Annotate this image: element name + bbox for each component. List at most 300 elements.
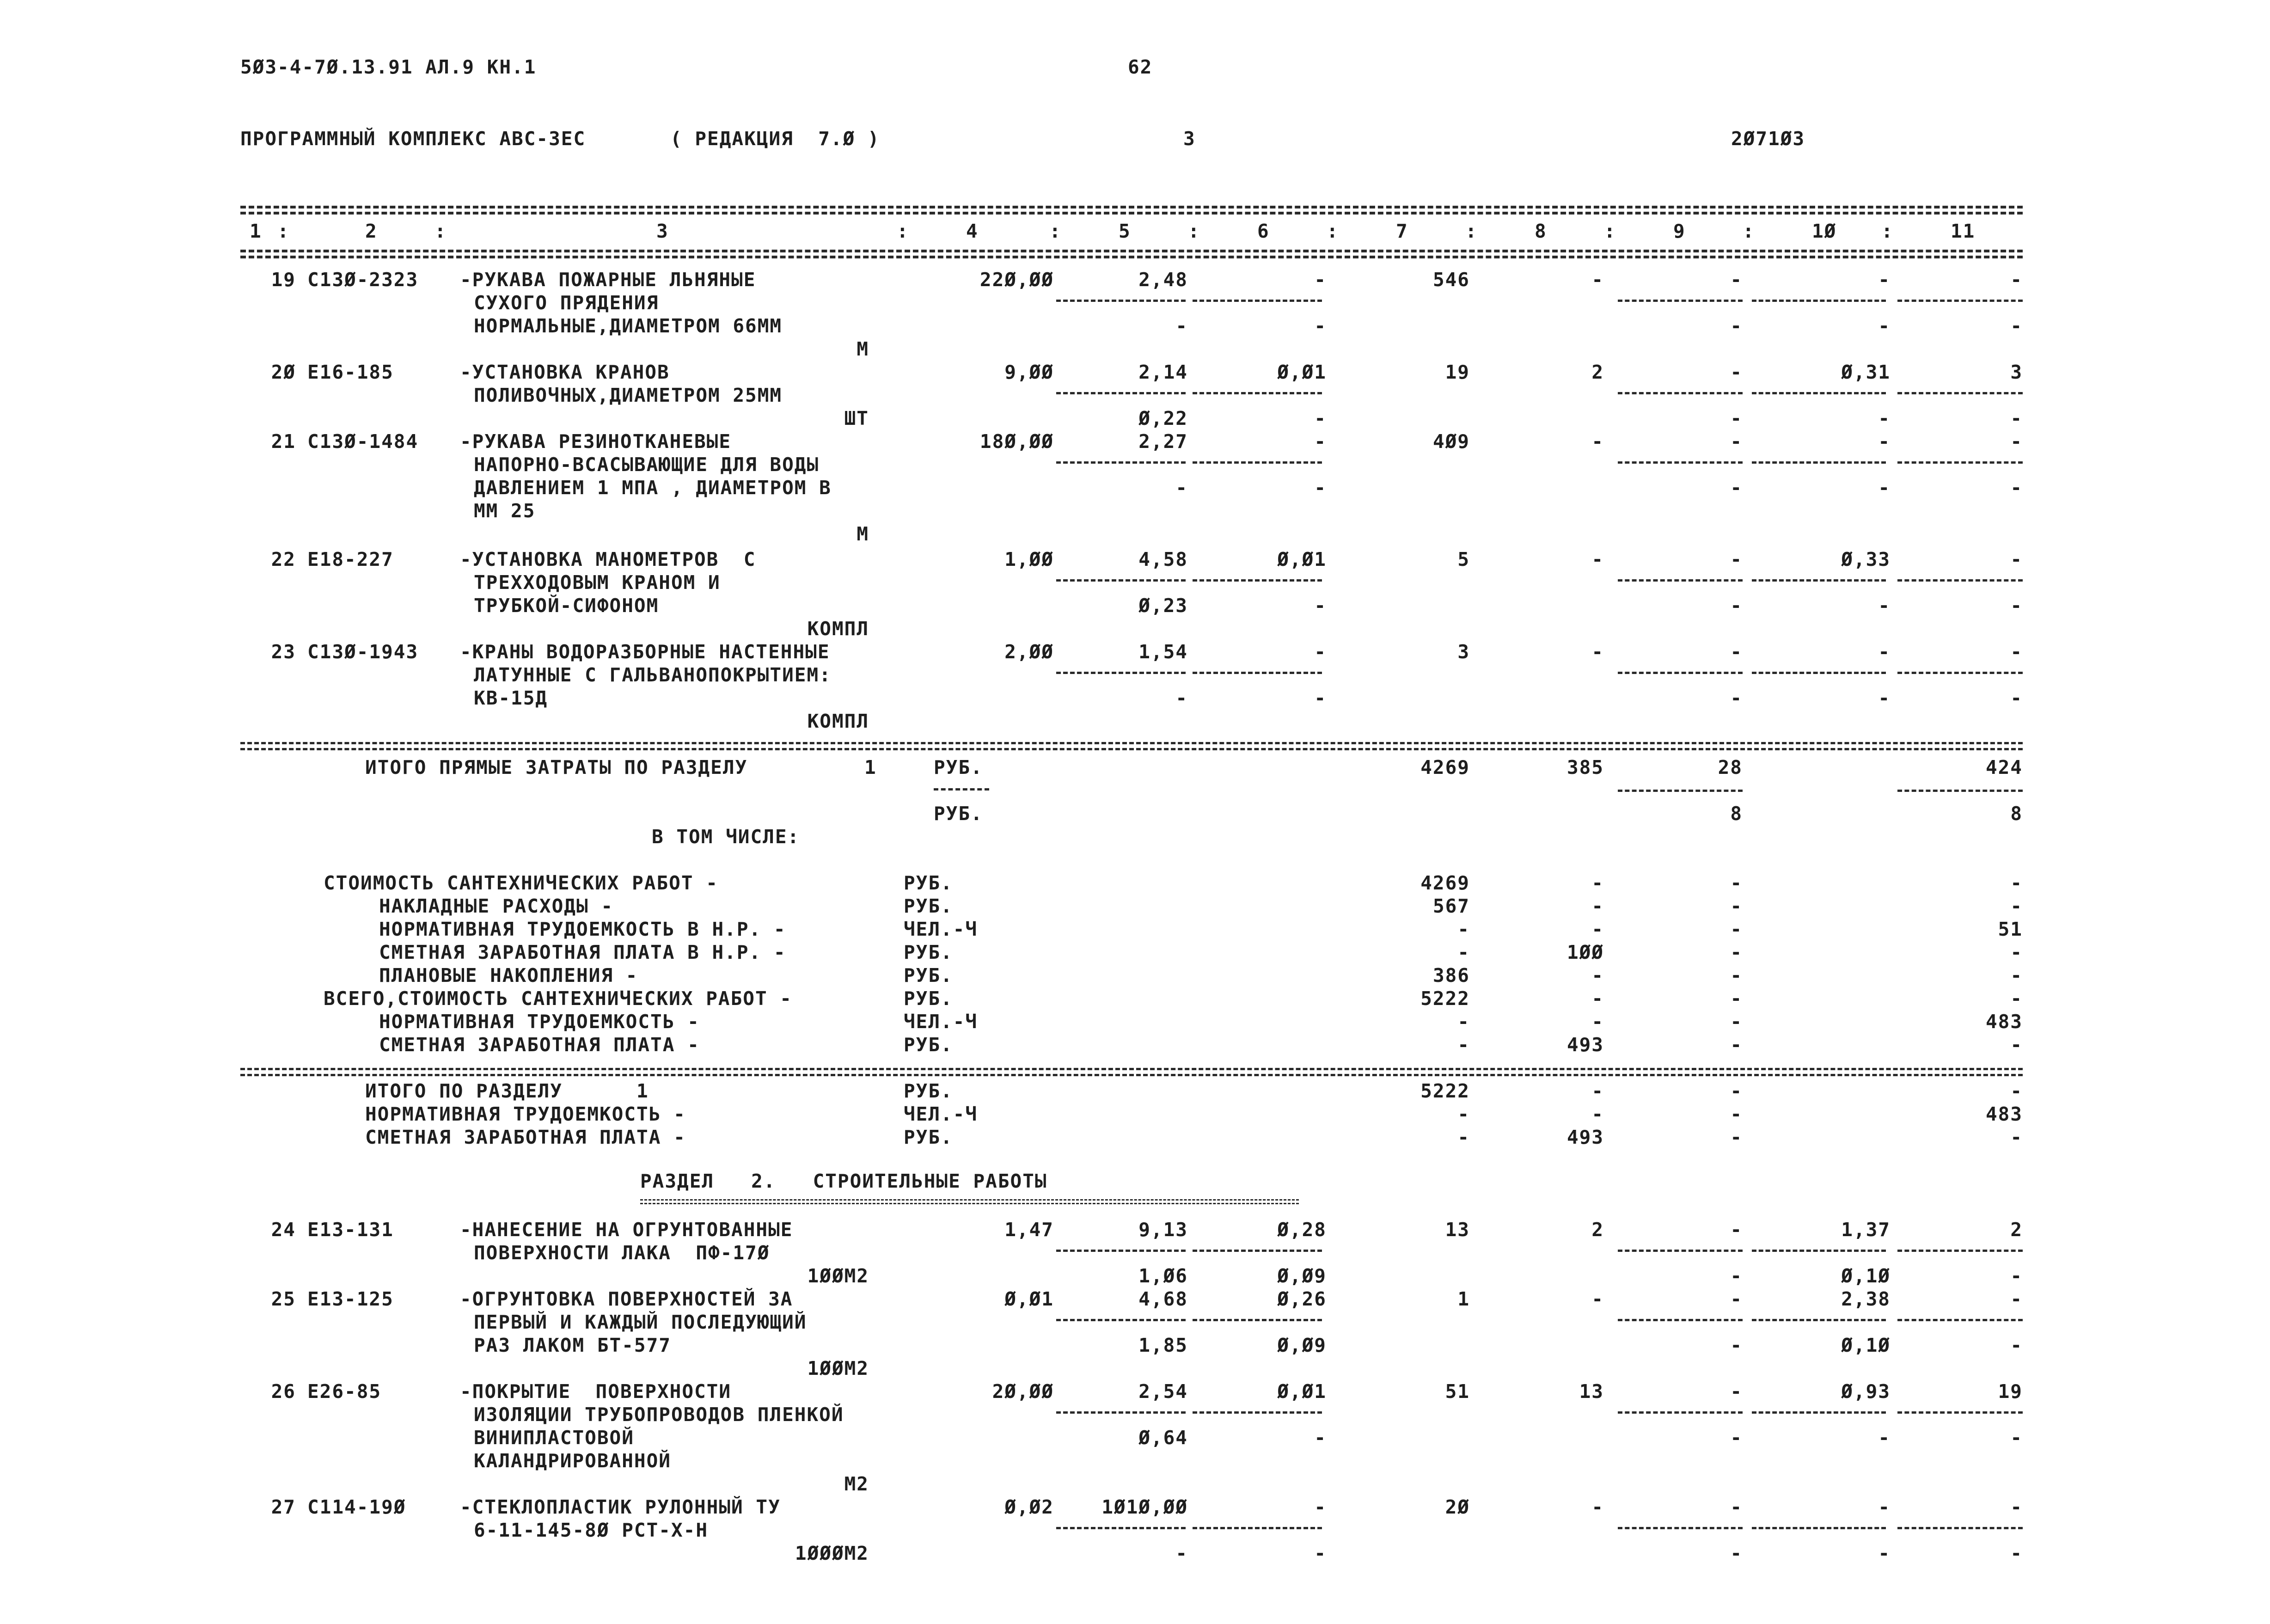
cell-c4: 18Ø,ØØ [979, 430, 1054, 453]
row-description-line: -СТЕКЛОПЛАСТИК РУЛОННЫЙ ТУ [460, 1496, 781, 1518]
row-description-line: РАЗ ЛАКОМ БТ-577 [474, 1334, 671, 1356]
cell-c10: - [1878, 430, 1891, 453]
row-number: 25 [271, 1288, 296, 1310]
summary-col7: - [1457, 941, 1470, 963]
summary-col11: - [2010, 964, 2023, 987]
column-separator: : [277, 220, 290, 242]
cell-c9-underline [1618, 579, 1743, 582]
cell-c5-underline [1056, 1250, 1186, 1252]
cell-c5: 1,54 [1138, 641, 1188, 663]
cell-c10b: - [1878, 687, 1891, 709]
column-header: 6 [1257, 220, 1270, 242]
summary-col7: - [1457, 1034, 1470, 1056]
summary-col11: - [2010, 1080, 2023, 1102]
cell-c5b: Ø,22 [1138, 407, 1188, 429]
cell-c6: Ø,Ø1 [1277, 548, 1327, 570]
summary-col7: 386 [1432, 964, 1470, 987]
summary-col11: 51 [1998, 918, 2023, 940]
cell-c10-underline [1752, 1319, 1886, 1321]
row-description-line: ЛАТУННЫЕ С ГАЛЬВАНОПОКРЫТИЕМ: [474, 664, 832, 686]
totals-unit-2: РУБ. [934, 803, 983, 825]
summary-unit: ЧЕЛ.-Ч [904, 1011, 978, 1033]
row-code: С114-19Ø [307, 1496, 406, 1518]
cell-c5-underline [1056, 1319, 1186, 1321]
row-description-line: -КРАНЫ ВОДОРАЗБОРНЫЕ НАСТЕННЫЕ [460, 641, 830, 663]
column-header: 8 [1535, 220, 1547, 242]
row-code: Е13-125 [307, 1288, 394, 1310]
cell-c9: - [1730, 1496, 1743, 1518]
cell-c9: - [1730, 1219, 1743, 1241]
column-header: 1 [250, 220, 262, 242]
cell-c10: Ø,31 [1841, 361, 1891, 383]
row-code: С13Ø-2323 [307, 269, 419, 291]
summary-col8: 493 [1566, 1126, 1604, 1148]
program-title: ПРОГРАММНЫЙ КОМПЛЕКС АВС-3ЕС [240, 128, 586, 150]
summary-col9: - [1730, 918, 1743, 940]
cell-c9b: - [1730, 1542, 1743, 1564]
cell-c4: 2Ø,ØØ [992, 1380, 1054, 1403]
cell-c6-underline [1193, 579, 1322, 582]
cell-c6-underline [1193, 1250, 1322, 1252]
cell-c6-underline [1193, 1411, 1322, 1414]
cell-c8: - [1591, 269, 1604, 291]
cell-c10b: - [1878, 477, 1891, 499]
cell-c10: Ø,33 [1841, 548, 1891, 570]
column-separator: : [1881, 220, 1894, 242]
totals-section-number: 1 [864, 756, 877, 778]
cell-c4: 2,ØØ [1004, 641, 1054, 663]
cell-c9b: - [1730, 407, 1743, 429]
cell-c10-underline [1752, 579, 1886, 582]
cell-c8: - [1591, 548, 1604, 570]
row-unit: ШТ [844, 407, 869, 429]
row-unit: М2 [844, 1473, 869, 1495]
cell-c6-underline [1193, 1527, 1322, 1529]
cell-c11-underline [1897, 1250, 2023, 1252]
summary-col9: - [1730, 872, 1743, 894]
row-description-line: ДАВЛЕНИЕМ 1 МПА , ДИАМЕТРОМ В [474, 477, 832, 499]
cell-c11b: - [2010, 1334, 2023, 1356]
summary-col9: - [1730, 1103, 1743, 1125]
cell-c11: - [2010, 1496, 2023, 1518]
cell-c9: - [1730, 430, 1743, 453]
column-separator: : [1049, 220, 1062, 242]
row-number: 22 [271, 548, 296, 570]
cell-c7: 546 [1432, 269, 1470, 291]
summary-unit: РУБ. [904, 941, 953, 963]
summary-col9: - [1730, 1034, 1743, 1056]
cell-c7: 3 [1457, 641, 1470, 663]
object-code: 2Ø71Ø3 [1731, 128, 1805, 150]
column-header: 5 [1119, 220, 1131, 242]
summary-col9: - [1730, 1080, 1743, 1102]
summary-label: ВСЕГО,СТОИМОСТЬ САНТЕХНИЧЕСКИХ РАБОТ - [324, 987, 792, 1010]
row-description-line: ПОЛИВОЧНЫХ,ДИАМЕТРОМ 25ММ [474, 384, 783, 406]
unit-underline [934, 788, 989, 791]
cell-c5-underline [1056, 461, 1186, 464]
row-unit: КОМПЛ [807, 618, 869, 640]
header-rule-top [240, 206, 2023, 208]
summary-col9: - [1730, 1126, 1743, 1148]
summary-col9: - [1730, 895, 1743, 917]
row-code: С13Ø-1943 [307, 641, 419, 663]
summary-unit: ЧЕЛ.-Ч [904, 1103, 978, 1125]
row-description-line: ММ 25 [474, 500, 536, 522]
column-header: 4 [966, 220, 979, 242]
row-description-line: -РУКАВА РЕЗИНОТКАНЕВЫЕ [460, 430, 732, 453]
cell-c6b: - [1314, 407, 1327, 429]
row-description-line: НАПОРНО-ВСАСЫВАЮЩИЕ ДЛЯ ВОДЫ [474, 453, 820, 476]
totals-col8: 385 [1566, 756, 1604, 778]
sheet-number: 3 [1183, 128, 1196, 150]
cell-c5: 4,68 [1138, 1288, 1188, 1310]
cell-c11-underline [1897, 579, 2023, 582]
totals-label: ИТОГО ПРЯМЫЕ ЗАТРАТЫ ПО РАЗДЕЛУ [365, 756, 748, 778]
cell-c10b: Ø,1Ø [1841, 1334, 1891, 1356]
cell-c10b: - [1878, 407, 1891, 429]
row-description-line: НОРМАЛЬНЫЕ,ДИАМЕТРОМ 66ММ [474, 315, 783, 337]
summary-col11: 483 [1985, 1103, 2023, 1125]
section-total-rule-2 [240, 1074, 2023, 1076]
cell-c6b: Ø,Ø9 [1277, 1334, 1327, 1356]
summary-col8: - [1591, 1080, 1604, 1102]
summary-col9: - [1730, 987, 1743, 1010]
section-total-rule [240, 1068, 2023, 1070]
summary-col7: - [1457, 1126, 1470, 1148]
cell-c9b: - [1730, 1427, 1743, 1449]
cell-c5b: Ø,23 [1138, 594, 1188, 617]
column-header: 3 [656, 220, 669, 242]
row-unit: КОМПЛ [807, 710, 869, 732]
summary-col8: - [1591, 987, 1604, 1010]
cell-c6: - [1314, 430, 1327, 453]
cell-c9-underline [1618, 672, 1743, 674]
column-header: 2 [365, 220, 378, 242]
summary-col11: - [2010, 941, 2023, 963]
summary-col11: - [2010, 895, 2023, 917]
row-description-line: ПОВЕРХНОСТИ ЛАКА ПФ-17Ø [474, 1242, 770, 1264]
summary-col7: - [1457, 918, 1470, 940]
cell-c11: 2 [2010, 1219, 2023, 1241]
cell-c9b: - [1730, 594, 1743, 617]
summary-label: ПЛАНОВЫЕ НАКОПЛЕНИЯ - [379, 964, 638, 987]
cell-c7: 13 [1445, 1219, 1470, 1241]
cell-c9: - [1730, 1380, 1743, 1403]
cell-c5b: - [1175, 687, 1188, 709]
summary-unit: РУБ. [904, 1080, 953, 1102]
summary-label: ИТОГО ПО РАЗДЕЛУ 1 [365, 1080, 649, 1102]
section-2-title: РАЗДЕЛ 2. СТРОИТЕЛЬНЫЕ РАБОТЫ [640, 1170, 1047, 1192]
including-label: В ТОМ ЧИСЛЕ: [652, 826, 800, 848]
row-number: 2Ø [271, 361, 296, 383]
summary-col9: - [1730, 1011, 1743, 1033]
cell-c11b: - [2010, 477, 2023, 499]
cell-c5-underline [1056, 579, 1186, 582]
cell-c5: 2,48 [1138, 269, 1188, 291]
totals-col11: 424 [1985, 756, 2023, 778]
cell-c6b: - [1314, 1542, 1327, 1564]
row-unit: 1ØØМ2 [807, 1357, 869, 1379]
cell-c8: - [1591, 1496, 1604, 1518]
summary-label: НОРМАТИВНАЯ ТРУДОЕМКОСТЬ В Н.Р. - [379, 918, 786, 940]
cell-c7: 1 [1457, 1288, 1470, 1310]
cell-c6: - [1314, 1496, 1327, 1518]
summary-col8: - [1591, 872, 1604, 894]
row-number: 26 [271, 1380, 296, 1403]
cell-c9b: - [1730, 477, 1743, 499]
cell-c8: - [1591, 1288, 1604, 1310]
summary-col8: 1ØØ [1566, 941, 1604, 963]
cell-c10: - [1878, 269, 1891, 291]
totals-col9-underline [1618, 790, 1743, 792]
cell-c11: - [2010, 641, 2023, 663]
summary-col8: - [1591, 1011, 1604, 1033]
cell-c10b: - [1878, 1542, 1891, 1564]
page-number: 62 [1128, 56, 1153, 78]
cell-c11: - [2010, 269, 2023, 291]
cell-c6-underline [1193, 300, 1322, 302]
summary-label: СТОИМОСТЬ САНТЕХНИЧЕСКИХ РАБОТ - [324, 872, 718, 894]
row-description-line: -ПОКРЫТИЕ ПОВЕРХНОСТИ [460, 1380, 732, 1403]
cell-c6-underline [1193, 392, 1322, 394]
cell-c11-underline [1897, 1411, 2023, 1414]
totals-rule-2 [240, 748, 2023, 750]
summary-unit: ЧЕЛ.-Ч [904, 918, 978, 940]
cell-c10-underline [1752, 392, 1886, 394]
cell-c9-underline [1618, 392, 1743, 394]
row-number: 27 [271, 1496, 296, 1518]
column-header: 7 [1396, 220, 1408, 242]
summary-col8: - [1591, 918, 1604, 940]
summary-unit: РУБ. [904, 895, 953, 917]
cell-c11-underline [1897, 300, 2023, 302]
cell-c5-underline [1056, 392, 1186, 394]
cell-c9b: - [1730, 315, 1743, 337]
summary-label: СМЕТНАЯ ЗАРАБОТНАЯ ПЛАТА - [379, 1034, 700, 1056]
summary-unit: РУБ. [904, 987, 953, 1010]
cell-c6: Ø,Ø1 [1277, 361, 1327, 383]
cell-c5: 9,13 [1138, 1219, 1188, 1241]
summary-col8: - [1591, 1103, 1604, 1125]
row-number: 19 [271, 269, 296, 291]
row-unit: 1ØØØМ2 [795, 1542, 869, 1564]
cell-c7: 19 [1445, 361, 1470, 383]
summary-label: СМЕТНАЯ ЗАРАБОТНАЯ ПЛАТА В Н.Р. - [379, 941, 786, 963]
totals-col11-b: 8 [2010, 803, 2023, 825]
cell-c5b: - [1175, 1542, 1188, 1564]
cell-c7: 2Ø [1445, 1496, 1470, 1518]
row-description-line: -ОГРУНТОВКА ПОВЕРХНОСТЕЙ ЗА [460, 1288, 793, 1310]
totals-col9-b: 8 [1730, 803, 1743, 825]
totals-col9: 28 [1718, 756, 1743, 778]
header-rule-bottom-2 [240, 256, 2023, 258]
cell-c6b: - [1314, 687, 1327, 709]
cell-c9-underline [1618, 461, 1743, 464]
cell-c4: Ø,Ø1 [1004, 1288, 1054, 1310]
cell-c10: - [1878, 641, 1891, 663]
cell-c11-underline [1897, 1527, 2023, 1529]
cell-c6-underline [1193, 672, 1322, 674]
cell-c6: - [1314, 641, 1327, 663]
cell-c5-underline [1056, 300, 1186, 302]
cell-c7: 51 [1445, 1380, 1470, 1403]
row-description-line: КВ-15Д [474, 687, 548, 709]
cell-c5-underline [1056, 672, 1186, 674]
cell-c11b: - [2010, 1265, 2023, 1287]
cell-c9b: - [1730, 1265, 1743, 1287]
summary-unit: РУБ. [904, 964, 953, 987]
cell-c6: Ø,Ø1 [1277, 1380, 1327, 1403]
cell-c4: 22Ø,ØØ [979, 269, 1054, 291]
row-code: Е13-131 [307, 1219, 394, 1241]
cell-c6b: - [1314, 594, 1327, 617]
cell-c5b: 1,Ø6 [1138, 1265, 1188, 1287]
header-rule-top-2 [240, 212, 2023, 214]
column-header: 1Ø [1812, 220, 1837, 242]
row-description-line: ПЕРВЫЙ И КАЖДЫЙ ПОСЛЕДУЮЩИЙ [474, 1311, 807, 1333]
cell-c10b: - [1878, 594, 1891, 617]
column-separator: : [1327, 220, 1339, 242]
row-number: 21 [271, 430, 296, 453]
cell-c5b: - [1175, 315, 1188, 337]
cell-c9: - [1730, 548, 1743, 570]
totals-unit: РУБ. [934, 756, 983, 778]
row-number: 23 [271, 641, 296, 663]
summary-col11: - [2010, 872, 2023, 894]
row-description-line: -НАНЕСЕНИЕ НА ОГРУНТОВАННЫЕ [460, 1219, 793, 1241]
row-description-line: -УСТАНОВКА КРАНОВ [460, 361, 670, 383]
cell-c10b: - [1878, 1427, 1891, 1449]
row-description-line: ВИНИПЛАСТОВОЙ [474, 1427, 634, 1449]
cell-c11-underline [1897, 461, 2023, 464]
cell-c8: - [1591, 641, 1604, 663]
cell-c9: - [1730, 269, 1743, 291]
cell-c8: 2 [1591, 361, 1604, 383]
cell-c8: - [1591, 430, 1604, 453]
cell-c11-underline [1897, 672, 2023, 674]
summary-col7: 567 [1432, 895, 1470, 917]
cell-c7: 5 [1457, 548, 1470, 570]
cell-c5: 2,14 [1138, 361, 1188, 383]
row-description-line: 6-11-145-8Ø РСТ-Х-Н [474, 1519, 708, 1541]
cell-c10-underline [1752, 1527, 1886, 1529]
cell-c11: - [2010, 430, 2023, 453]
row-description-line: ИЗОЛЯЦИИ ТРУБОПРОВОДОВ ПЛЕНКОЙ [474, 1403, 844, 1426]
cell-c10-underline [1752, 300, 1886, 302]
row-code: Е16-185 [307, 361, 394, 383]
cell-c4: 1,47 [1004, 1219, 1054, 1241]
row-unit: М [857, 338, 869, 360]
row-description-line: ТРУБКОЙ-СИФОНОМ [474, 594, 659, 617]
cell-c11: 19 [1998, 1380, 2023, 1403]
summary-col11: - [2010, 1126, 2023, 1148]
cell-c5b: - [1175, 477, 1188, 499]
summary-col8: - [1591, 964, 1604, 987]
cell-c6b: Ø,Ø9 [1277, 1265, 1327, 1287]
summary-col9: - [1730, 964, 1743, 987]
cell-c10-underline [1752, 1411, 1886, 1414]
cell-c5b: Ø,64 [1138, 1427, 1188, 1449]
cell-c11b: - [2010, 594, 2023, 617]
row-description-line: СУХОГО ПРЯДЕНИЯ [474, 292, 659, 314]
totals-col11-underline [1897, 790, 2023, 792]
cell-c4: 9,ØØ [1004, 361, 1054, 383]
row-code: Е18-227 [307, 548, 394, 570]
cell-c9: - [1730, 361, 1743, 383]
row-code: Е26-85 [307, 1380, 382, 1403]
cell-c10: - [1878, 1496, 1891, 1518]
cell-c7: 4Ø9 [1432, 430, 1470, 453]
cell-c6-underline [1193, 461, 1322, 464]
cell-c9-underline [1618, 1250, 1743, 1252]
summary-unit: РУБ. [904, 1034, 953, 1056]
row-description-line: КАЛАНДРИРОВАННОЙ [474, 1450, 671, 1472]
cell-c11b: - [2010, 1542, 2023, 1564]
document-code: 5Ø3-4-7Ø.13.91 АЛ.9 КН.1 [240, 56, 537, 78]
summary-col9: - [1730, 941, 1743, 963]
cell-c9b: - [1730, 687, 1743, 709]
summary-label: НОРМАТИВНАЯ ТРУДОЕМКОСТЬ - [365, 1103, 686, 1125]
section-2-title-underline [640, 1199, 1299, 1204]
column-separator: : [434, 220, 447, 242]
summary-label: СМЕТНАЯ ЗАРАБОТНАЯ ПЛАТА - [365, 1126, 686, 1148]
cell-c10b: - [1878, 315, 1891, 337]
column-header: 9 [1673, 220, 1686, 242]
cell-c5: 2,27 [1138, 430, 1188, 453]
row-description-line: -УСТАНОВКА МАНОМЕТРОВ С [460, 548, 756, 570]
summary-label: НАКЛАДНЫЕ РАСХОДЫ - [379, 895, 613, 917]
summary-col11: - [2010, 987, 2023, 1010]
cell-c6: Ø,28 [1277, 1219, 1327, 1241]
cell-c5-underline [1056, 1411, 1186, 1414]
column-separator: : [1188, 220, 1200, 242]
cell-c5: 1Ø1Ø,ØØ [1101, 1496, 1188, 1518]
cell-c5-underline [1056, 1527, 1186, 1529]
totals-col7: 4269 [1420, 756, 1470, 778]
summary-col7: 5222 [1420, 1080, 1470, 1102]
cell-c9-underline [1618, 300, 1743, 302]
cell-c5: 2,54 [1138, 1380, 1188, 1403]
cell-c6: - [1314, 269, 1327, 291]
summary-col7: - [1457, 1103, 1470, 1125]
cell-c11-underline [1897, 1319, 2023, 1321]
summary-col11: 483 [1985, 1011, 2023, 1033]
cell-c10b: Ø,1Ø [1841, 1265, 1891, 1287]
summary-unit: РУБ. [904, 1126, 953, 1148]
cell-c11: - [2010, 548, 2023, 570]
summary-unit: РУБ. [904, 872, 953, 894]
cell-c11: 3 [2010, 361, 2023, 383]
header-rule-bottom [240, 250, 2023, 252]
cell-c6b: - [1314, 315, 1327, 337]
cell-c10: Ø,93 [1841, 1380, 1891, 1403]
column-separator: : [1743, 220, 1755, 242]
row-code: С13Ø-1484 [307, 430, 419, 453]
column-separator: : [1604, 220, 1616, 242]
cell-c9-underline [1618, 1527, 1743, 1529]
edition: ( РЕДАКЦИЯ 7.Ø ) [670, 128, 880, 150]
cell-c4: Ø,Ø2 [1004, 1496, 1054, 1518]
cell-c5b: 1,85 [1138, 1334, 1188, 1356]
summary-label: НОРМАТИВНАЯ ТРУДОЕМКОСТЬ - [379, 1011, 700, 1033]
cell-c11b: - [2010, 1427, 2023, 1449]
cell-c6b: - [1314, 1427, 1327, 1449]
cell-c8: 13 [1579, 1380, 1604, 1403]
cell-c6-underline [1193, 1319, 1322, 1321]
cell-c9-underline [1618, 1319, 1743, 1321]
cell-c6: Ø,26 [1277, 1288, 1327, 1310]
cell-c4: 1,ØØ [1004, 548, 1054, 570]
